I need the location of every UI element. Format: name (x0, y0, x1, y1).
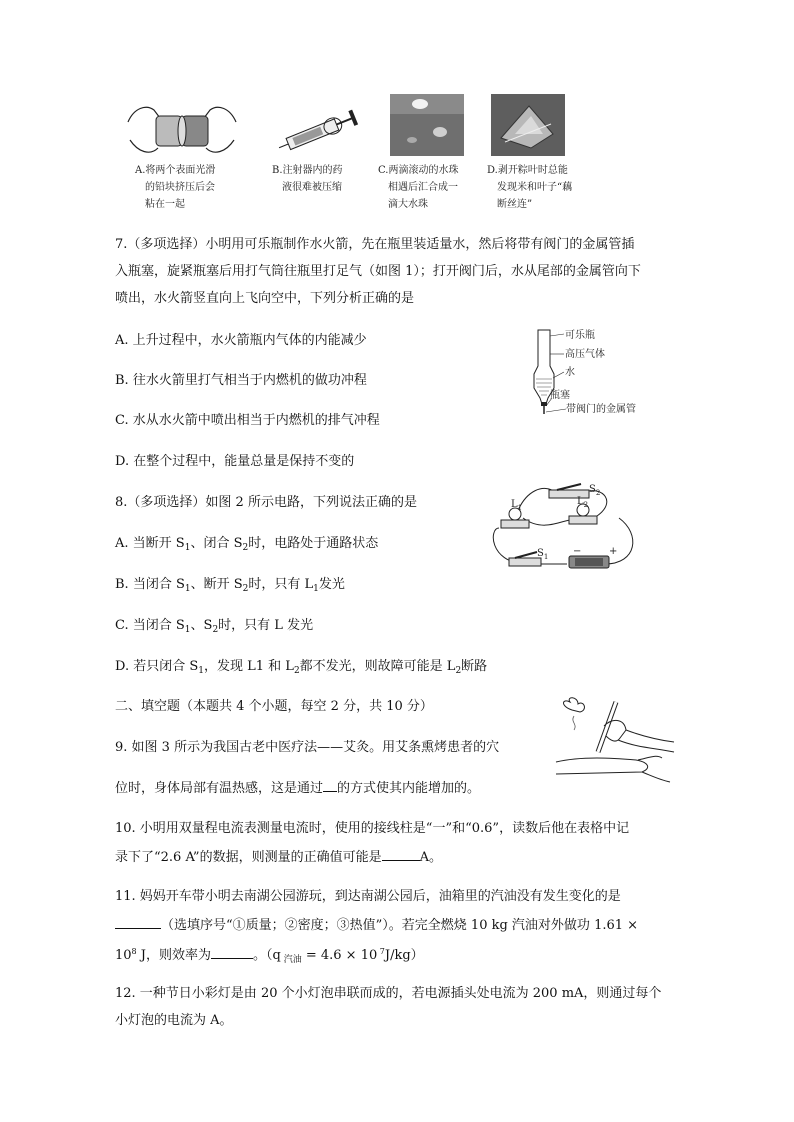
q7-option-d: D. 在整个过程中，能量总量是保持不变的 (115, 454, 355, 469)
label-minus: − (573, 546, 582, 557)
text-part: C. 当闭合 S (115, 618, 185, 633)
label-plus: + (609, 546, 618, 557)
subscript: 1 (198, 666, 204, 676)
subscript: 1 (184, 543, 191, 553)
q6-figure-a (124, 100, 240, 162)
figure-1-water-rocket (510, 326, 670, 418)
q6-caption-a (135, 162, 215, 213)
zongzi-image (491, 94, 565, 156)
q9-line-1: 9. 如图 3 所示为我国古老中医疗法——艾灸。用艾条熏烤患者的穴 (115, 740, 500, 755)
figure-2-circuit (485, 478, 645, 576)
subscript: 1 (313, 584, 319, 594)
q8-option-b (115, 575, 345, 599)
text-part: 断路 (461, 659, 488, 674)
text-part: 、闭合 S (190, 536, 243, 551)
label-water: 水 (565, 367, 575, 378)
q6-caption-b-line: B.注射器内的药 (272, 165, 343, 176)
label-cola-bottle: 可乐瓶 (565, 330, 595, 341)
subscript: 1 (184, 625, 191, 635)
text-part: 、断开 S (190, 577, 243, 592)
circuit-diagram (485, 478, 645, 576)
text-part: 位时，身体局部有温热感，这是通过 (115, 781, 324, 796)
q9-line-2 (115, 777, 480, 798)
section-2-heading: 二、填空题（本题共 4 个小题，每空 2 分，共 10 分） (115, 699, 433, 714)
lead-blocks-hands-image (124, 100, 240, 162)
q6-caption-d-line: D.剥开粽叶时总能 (487, 165, 568, 176)
q10-line-1: 10. 小明用双量程电流表测量电流时，使用的接线柱是“一”和“0.6”，读数后他在表格中记 (115, 821, 630, 836)
water-drops-image (390, 94, 464, 156)
text-part: = 4.6 × 10 (301, 948, 378, 963)
q6-caption-a-line: 的铅块挤压后会 (145, 182, 215, 193)
q8-option-a (115, 534, 378, 558)
q6-figure-d (491, 94, 565, 156)
q7-stem-line-1: 7.（多项选择）小明用可乐瓶制作水火箭，先在瓶里装适量水，然后将带有阀门的金属管插 (115, 237, 635, 252)
q6-caption-d (487, 162, 572, 213)
subscript: 汽油 (280, 955, 302, 965)
text-part: 。（q (253, 948, 281, 963)
text-part: 发光 (318, 577, 345, 592)
text-part: 10 (115, 948, 132, 963)
text-part: D. 若只闭合 S (115, 659, 199, 674)
q9-answer-blank[interactable] (323, 777, 337, 792)
q6-caption-c-line: 滴大水珠 (388, 199, 428, 210)
subscript: 2 (242, 584, 249, 594)
q12-line-1: 12. 一种节日小彩灯是由 20 个小灯泡串联而成的，若电源插头处电流为 200 mA，则通过每个 (115, 986, 662, 1001)
q6-caption-a-line: A.将两个表面光滑 (135, 165, 216, 176)
q7-option-c: C. 水从水火箭中喷出相当于内燃机的排气冲程 (115, 413, 380, 428)
label-s2: $S_2$ (589, 484, 601, 497)
label-metal-pipe-valve: 带阀门的金属管 (566, 404, 636, 415)
syringe-image (272, 108, 364, 156)
text-part: J/kg） (384, 948, 424, 963)
q6-caption-d-line: 断丝连” (497, 199, 533, 210)
subscript: 1 (184, 584, 191, 594)
q7-option-a: A. 上升过程中，水火箭瓶内气体的内能减少 (115, 333, 367, 348)
q6-caption-b (272, 162, 343, 196)
q11-line-1: 11. 妈妈开车带小明去南湖公园游玩，到达南湖公园后，油箱里的汽油没有发生变化的是 (115, 889, 621, 904)
superscript: 7 (377, 947, 385, 956)
superscript: 8 (131, 947, 137, 956)
text-part: 时，只有 L (248, 577, 314, 592)
text-part: （选填序号“①质量；②密度；③热值”）。若完全燃烧 10 kg 汽油对外做功 1.61 × (161, 918, 639, 933)
water-rocket-diagram (510, 326, 670, 418)
label-l2: $L_2$ (577, 496, 589, 509)
q6-caption-c-line: 相遇后汇合成一 (388, 182, 458, 193)
text-part: 、S (190, 618, 213, 633)
text-part: J，则效率为 (136, 948, 211, 963)
moxibustion-image (552, 696, 677, 792)
q7-stem-line-3: 喷出，水火箭竖直向上飞向空中，下列分析正确的是 (115, 291, 415, 306)
text-part: A. 当断开 S (115, 536, 185, 551)
text-part: A。 (419, 850, 442, 865)
label-high-pressure-gas: 高压气体 (565, 349, 605, 360)
text-part: ，发现 L1 和 L (204, 659, 294, 674)
label-s1: $S_1$ (537, 548, 549, 561)
q6-caption-c (378, 162, 458, 213)
label-bottle-stopper: 瓶塞 (550, 390, 570, 401)
q7-stem-line-2: 入瓶塞，旋紧瓶塞后用打气筒往瓶里打足气（如图 1）；打开阀门后，水从尾部的金属管向下 (115, 264, 641, 279)
q8-option-c (115, 616, 313, 640)
q6-caption-d-line: 发现米和叶子“藕 (497, 182, 573, 193)
q11-answer-blank-1[interactable] (115, 914, 161, 929)
q11-answer-blank-2[interactable] (211, 944, 253, 959)
q10-answer-blank[interactable] (382, 846, 420, 861)
q6-caption-b-line: 液很难被压缩 (282, 182, 342, 193)
text-part: 录下了“2.6 A”的数据，则测量的正确值可能是 (115, 850, 382, 865)
q6-caption-c-line: C.两滴滚动的水珠 (378, 165, 459, 176)
q6-caption-a-line: 粘在一起 (145, 199, 185, 210)
text-part: 时，电路处于通路状态 (248, 536, 379, 551)
figure-3-moxibustion (552, 696, 677, 792)
text-part: B. 当闭合 S (115, 577, 185, 592)
q10-line-2 (115, 846, 442, 867)
q6-figure-b (272, 108, 364, 156)
q6-figure-c (390, 94, 464, 156)
q7-option-b: B. 往水火箭里打气相当于内燃机的做功冲程 (115, 373, 367, 388)
subscript: 2 (242, 543, 249, 553)
q8-option-d (115, 657, 487, 681)
q12-line-2: 小灯泡的电流为 A。 (115, 1013, 233, 1028)
subscript: 2 (455, 666, 462, 676)
q11-line-3 (115, 942, 424, 970)
text-part: 都不发光，则故障可能是 L (299, 659, 456, 674)
subscript: 2 (212, 625, 219, 635)
q11-line-2 (115, 914, 638, 935)
subscript: 2 (293, 666, 300, 676)
text-part: 时，只有 L 发光 (218, 618, 314, 633)
text-part: 的方式使其内能增加的。 (337, 781, 481, 796)
label-l1: $L_1$ (511, 499, 523, 512)
q8-stem: 8.（多项选择）如图 2 所示电路，下列说法正确的是 (115, 495, 417, 510)
